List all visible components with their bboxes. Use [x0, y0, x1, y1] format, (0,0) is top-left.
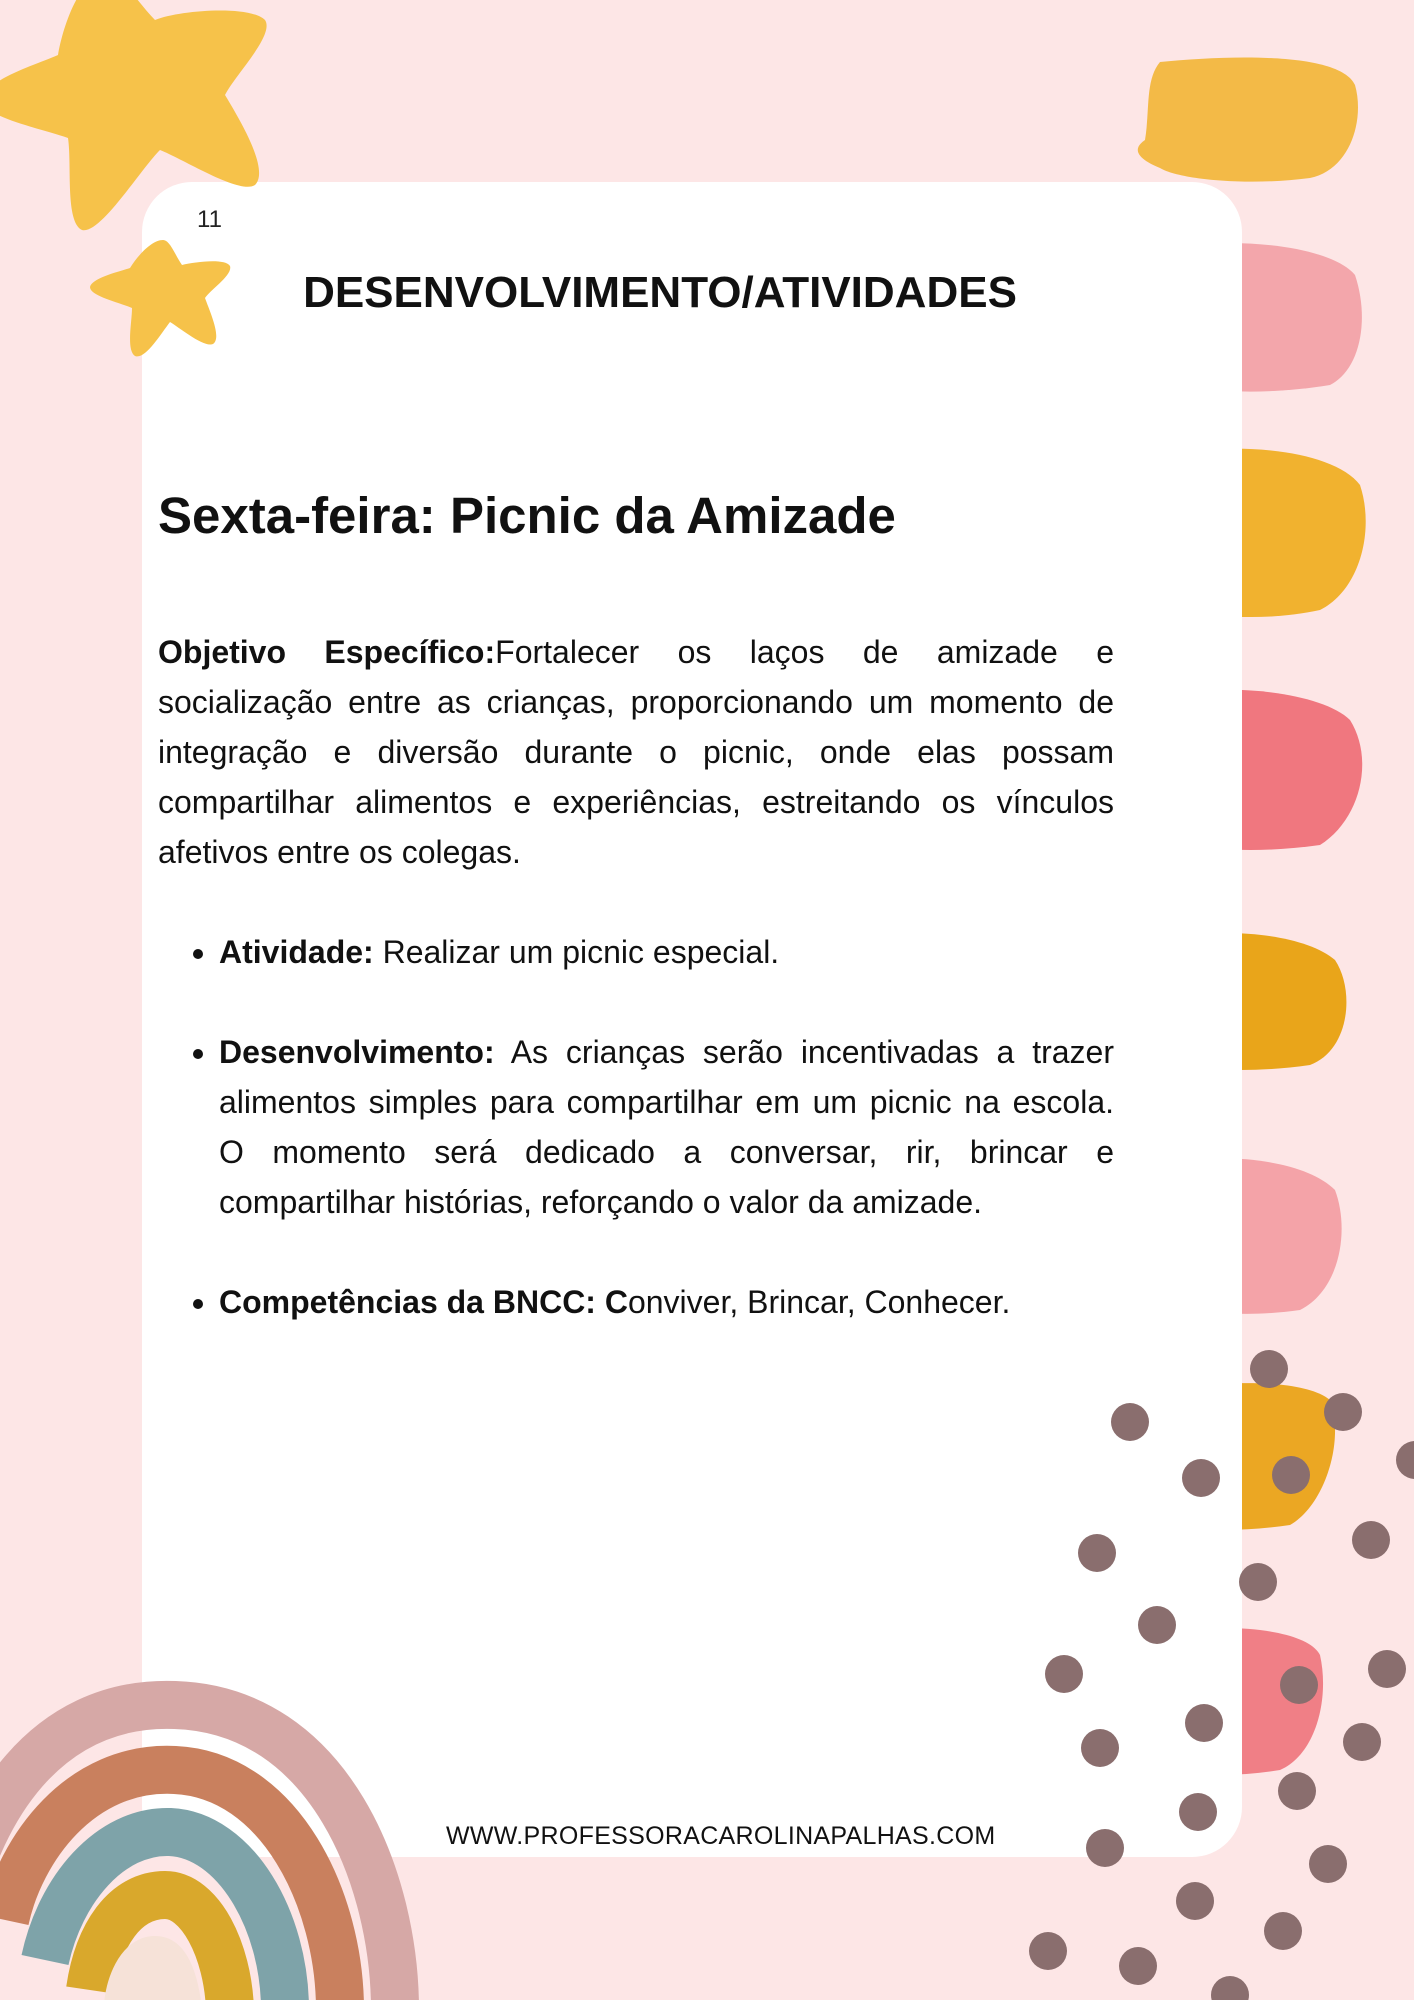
- list-item-activity: [219, 927, 1114, 977]
- page-title: DESENVOLVIMENTO/ATIVIDADES: [303, 268, 1017, 317]
- development-label: Desenvolvimento:: [219, 1034, 495, 1070]
- dots-pattern: [1029, 1350, 1414, 2000]
- page-number: 11: [197, 206, 222, 233]
- development-text: As crianças serão incentivadas a trazer alimentos simples para compartilhar em um picnic na escola. O momento será dedicado a conversar, rir, brincar e compartilhar histórias, reforçando o valor da amizade.: [219, 1034, 1114, 1220]
- list-item-competencies: [219, 1277, 1114, 1327]
- list-item-development: [219, 1027, 1114, 1227]
- section-subtitle: Sexta-feira: Picnic da Amizade: [158, 487, 896, 544]
- objective-text: Fortalecer os laços de amizade e socialização entre as crianças, proporcionando um momento de integração e diversão durante o picnic, onde elas possam compartilhar alimentos e experiências, estreitando os vínculos afetivos entre os colegas.: [158, 634, 1115, 870]
- objective-paragraph: [158, 627, 1114, 877]
- competencies-label: Competências da BNCC: C: [219, 1284, 628, 1320]
- big-star-icon: [0, 0, 267, 230]
- competencies-text: onviver, Brincar, Conhecer.: [627, 1284, 1011, 1320]
- content-body: [158, 627, 1114, 1377]
- activity-label: Atividade:: [219, 934, 374, 970]
- activity-text: Realizar um picnic especial.: [373, 934, 780, 970]
- rainbow-icon: [0, 1705, 395, 2000]
- footer-url: WWW.PROFESSORACAROLINAPALHAS.COM: [446, 1822, 996, 1850]
- activity-list: [158, 927, 1114, 1327]
- objective-label: Objetivo Específico:: [158, 634, 496, 670]
